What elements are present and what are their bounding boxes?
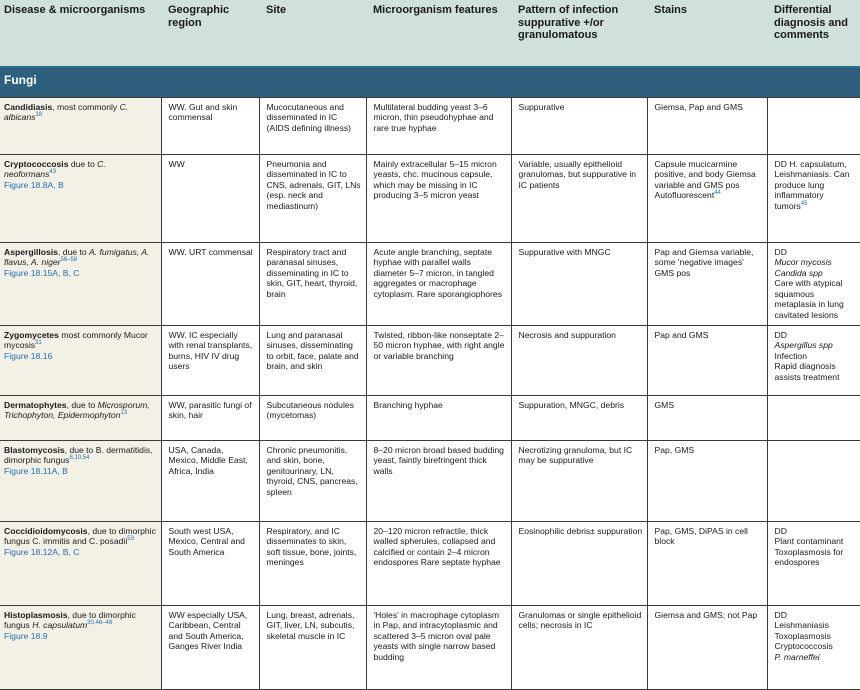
stains-text: Pap, GMS xyxy=(654,445,695,455)
differential-line: Aspergillus spp xyxy=(774,340,833,351)
region-cell xyxy=(161,522,259,606)
disease-text: , due to dimorphic fungus C. immitis and C. posadii xyxy=(4,526,156,547)
reference-marker: 56–58 xyxy=(60,257,78,264)
header-stains: Stains xyxy=(647,0,767,67)
disease-text: most commonly Mucor mycosis xyxy=(4,330,148,351)
differential-line: P. marneffei xyxy=(774,651,820,662)
region-cell-text: South west USA, Mexico, Central and South America xyxy=(168,526,245,557)
pattern-cell xyxy=(511,98,647,155)
section-title: Fungi xyxy=(0,67,860,98)
features-cell-text: Multilateral budding yeast 3–6 micron, thin pseudohyphae and rare true hyphae xyxy=(373,102,494,133)
organism-name: C. albicans xyxy=(4,102,129,123)
site-cell-text: Subcutaneous nodules (mycetomas) xyxy=(266,400,354,421)
differential-text: DD H. capsulatum, Leishmaniasis. Can produce lung inflammatory tumors xyxy=(774,159,850,211)
features-cell-text: 8–20 micron broad based budding yeast, faintly birefringent thick walls xyxy=(373,445,504,476)
differential-line: Mucor mycosis xyxy=(774,257,832,268)
reference-marker: 45 xyxy=(800,201,808,208)
disease-cell xyxy=(0,522,161,606)
site-cell xyxy=(259,606,366,690)
disease-text: , due to xyxy=(66,400,96,410)
site-cell-text: Pneumonia and disseminated in IC to CNS, adrenals, GIT, LNs (esp. neck and mediastinum) xyxy=(266,159,361,211)
pattern-cell-text: Necrotizing granuloma, but IC may be suppurative xyxy=(518,445,633,466)
reference-marker: 30,46–48 xyxy=(87,620,113,627)
features-cell xyxy=(366,441,511,522)
stains-text: Pap and Giemsa variable, some 'negative images' GMS pos xyxy=(654,247,754,278)
differential-line: Plant contaminant xyxy=(774,536,844,547)
organism-name: C. neoformans xyxy=(4,159,106,180)
table-row xyxy=(0,98,860,155)
region-cell-text: WW especially USA, Caribbean, Central and South America, Ganges River India xyxy=(168,610,248,652)
disease-text: , due to xyxy=(57,247,87,257)
differential-line: Rapid diagnosis assists treatment xyxy=(774,361,840,382)
figure-link[interactable]: Figure 18.8A, B xyxy=(4,179,64,190)
region-cell-text: WW. IC especially with renal transplants, burns, HIV IV drug users xyxy=(168,330,253,372)
stains-text: GMS xyxy=(654,400,675,410)
site-cell-text: Respiratory tract and paranasal sinuses, disseminating in IC to skin, GIT, heart, thyroid, brain xyxy=(266,247,358,299)
features-cell xyxy=(366,606,511,690)
site-cell xyxy=(259,98,366,155)
pattern-cell-text: Suppurative with MNGC xyxy=(518,247,611,257)
region-cell-text: USA, Canada, Mexico, Middle East, Africa, India xyxy=(168,445,248,476)
features-cell-text: Mainly extracellular 5–15 micron yeasts, chc. mucinous capsule, which may be missing in IC producing 3–5 micron yeast xyxy=(373,159,497,201)
differential-line: Toxoplasmosis for endospores xyxy=(774,546,844,568)
organism-name: A. fumigatus, A. flavus, A. niger xyxy=(4,247,150,268)
header-region: Geographic region xyxy=(161,0,259,67)
site-cell xyxy=(259,326,366,396)
disease-cell xyxy=(0,441,161,522)
differential-line: DD xyxy=(774,247,787,257)
stains-text: Capsule mucicarmine positive, and body Giemsa variable and GMS pos Autofluorescent xyxy=(654,159,756,201)
site-cell-text: Lung, breast, adrenals, GIT, liver, LN, subcutis, skeletal muscle in IC xyxy=(266,610,355,641)
header-pattern: Pattern of infection suppurative +/or granulomatous xyxy=(511,0,647,67)
differential-cell xyxy=(767,522,860,606)
features-cell xyxy=(366,522,511,606)
region-cell-text: WW. URT commensal xyxy=(168,247,253,257)
differential-line: Leishmaniasis xyxy=(774,620,829,631)
reference-marker: 44 xyxy=(714,190,721,197)
features-cell xyxy=(366,326,511,396)
table-row xyxy=(0,441,860,522)
differential-line: Care with atypical squamous metaplasia in lung cavitated lesions xyxy=(774,278,844,320)
pattern-cell-text: Necrosis and suppuration xyxy=(518,330,616,340)
pattern-cell-text: Granulomas or single epithelioid cells; necrosis in IC xyxy=(518,610,642,631)
features-cell xyxy=(366,155,511,243)
table-row xyxy=(0,326,860,396)
pattern-cell-text: Suppurative xyxy=(518,102,565,112)
figure-link[interactable]: Figure 18.16 xyxy=(4,350,53,361)
site-cell-text: Lung and paranasal sinuses, disseminating to orbit, face, palate and brain, and skin xyxy=(266,330,359,372)
reference-marker: 13 xyxy=(120,410,128,417)
reference-marker: 53 xyxy=(127,536,134,543)
differential-line: DD xyxy=(774,526,787,536)
differential-cell xyxy=(767,326,860,396)
disease-name: Histoplasmosis xyxy=(4,610,68,620)
region-cell xyxy=(161,396,259,441)
pattern-cell xyxy=(511,396,647,441)
table-row xyxy=(0,155,860,243)
disease-name: Blastomycosis xyxy=(4,445,65,455)
header-differential: Differential diagnosis and comments xyxy=(767,0,860,67)
stains-text: Giemsa, Pap and GMS xyxy=(654,102,743,112)
site-cell-text: Mucocutaneous and disseminated in IC (AIDS defining illness) xyxy=(266,102,352,133)
header-row xyxy=(0,0,860,67)
differential-line: Infection xyxy=(774,350,807,361)
disease-cell xyxy=(0,606,161,690)
stains-cell xyxy=(647,522,767,606)
site-cell xyxy=(259,441,366,522)
disease-cell xyxy=(0,396,161,441)
disease-name: Coccidioidomycosis xyxy=(4,526,88,536)
header-site: Site xyxy=(259,0,366,67)
stains-cell xyxy=(647,396,767,441)
disease-name: Zygomycetes xyxy=(4,330,59,340)
disease-text: due to xyxy=(68,159,95,169)
site-cell xyxy=(259,155,366,243)
disease-text: , due to dimorphic fungus xyxy=(4,610,136,631)
figure-link[interactable]: Figure 18.12A, B, C xyxy=(4,546,80,557)
organism-name: Microsporum, Trichophyton, Epidermophyton xyxy=(4,400,150,421)
disease-cell xyxy=(0,326,161,396)
pattern-cell xyxy=(511,441,647,522)
disease-text: , most commonly xyxy=(52,102,118,112)
pattern-cell xyxy=(511,522,647,606)
region-cell-text: WW, parasitic fungi of skin, hair xyxy=(168,400,252,421)
differential-line: Candida spp xyxy=(774,267,823,278)
stains-text: Giemsa and GMS; not Pap xyxy=(654,610,758,620)
region-cell xyxy=(161,98,259,155)
pattern-cell xyxy=(511,243,647,326)
differential-cell xyxy=(767,606,860,690)
header-features: Microorganism features xyxy=(366,0,511,67)
pattern-cell-text: Variable, usually epithelioid granulomas, but suppurative in IC patients xyxy=(518,159,637,190)
pattern-cell-text: Suppuration, MNGC, debris xyxy=(518,400,625,410)
region-cell-text: WW. Gut and skin commensal xyxy=(168,102,238,123)
region-cell xyxy=(161,326,259,396)
site-cell-text: Chronic pneumonitis, and skin, bone, genitourinary, LN, thyroid, CNS, pancreas, spleen xyxy=(266,445,358,497)
figure-link[interactable]: Figure 18.9 xyxy=(4,630,48,641)
differential-cell xyxy=(767,155,860,243)
disease-name: Cryptococcosis xyxy=(4,159,69,169)
features-cell xyxy=(366,396,511,441)
stains-cell xyxy=(647,243,767,326)
stains-text: Pap and GMS xyxy=(654,330,709,340)
table-row xyxy=(0,396,860,441)
region-cell xyxy=(161,243,259,326)
section-row xyxy=(0,67,860,98)
stains-cell xyxy=(647,441,767,522)
table-row xyxy=(0,606,860,690)
pattern-cell-text: Eosinophilic debris± suppuration xyxy=(518,526,643,536)
disease-cell xyxy=(0,98,161,155)
differential-cell xyxy=(767,243,860,326)
disease-cell xyxy=(0,155,161,243)
table-row xyxy=(0,243,860,326)
site-cell xyxy=(259,243,366,326)
features-cell-text: 20–120 micron refractile, thick walled spherules, collapsed and calcified or contain 2–4 micron endospores Rare septate hyphae xyxy=(373,526,501,568)
disease-name: Dermatophytes xyxy=(4,400,67,410)
features-cell xyxy=(366,243,511,326)
region-cell xyxy=(161,155,259,243)
disease-name: Candidiasis xyxy=(4,102,53,112)
features-cell-text: Branching hyphae xyxy=(373,400,443,410)
stains-cell xyxy=(647,326,767,396)
features-cell xyxy=(366,98,511,155)
figure-link[interactable]: Figure 18.15A, B, C xyxy=(4,267,80,278)
reference-marker: 31 xyxy=(35,340,42,347)
disease-cell xyxy=(0,243,161,326)
stains-cell xyxy=(647,98,767,155)
pattern-cell xyxy=(511,606,647,690)
reference-marker: 18 xyxy=(35,112,43,119)
organism-name: H. capsulatum xyxy=(32,620,88,631)
differential-line: Cryptococcosis xyxy=(774,641,833,652)
pattern-cell xyxy=(511,326,647,396)
pattern-cell xyxy=(511,155,647,243)
differential-line: DD xyxy=(774,330,787,340)
differential-cell xyxy=(767,98,860,155)
table-row xyxy=(0,522,860,606)
region-cell-text: WW xyxy=(168,159,185,169)
features-cell-text: 'Holes' in macrophage cytoplasm in Pap, and intracytoplasmic and scattered 3–5 micron oval pale yeasts with single narrow based budding xyxy=(373,610,500,662)
header-disease: Disease & microorganisms xyxy=(0,0,161,67)
site-cell-text: Respiratory, and IC disseminates to skin, soft tissue, bone, joints, meninges xyxy=(266,526,357,568)
stains-cell xyxy=(647,155,767,243)
figure-link[interactable]: Figure 18.11A, B xyxy=(4,465,68,476)
disease-name: Aspergillosis xyxy=(4,247,58,257)
features-cell-text: Acute angle branching, septate hyphae with parallel walls diameter 5–7 micron, in tangled aggregates or macrophage cytoplasm. Rare sporangiophores xyxy=(373,247,502,299)
stains-text: Pap, GMS, DiPAS in cell block xyxy=(654,526,748,547)
differential-cell xyxy=(767,441,860,522)
differential-cell xyxy=(767,396,860,441)
reference-marker: 8,10,54 xyxy=(69,455,90,462)
features-cell-text: Twisted, ribbon-like nonseptate 2–50 micron hyphae, with right angle or variable branching xyxy=(373,330,505,361)
differential-line: Toxoplasmosis xyxy=(774,630,831,641)
site-cell xyxy=(259,522,366,606)
site-cell xyxy=(259,396,366,441)
stains-cell xyxy=(647,606,767,690)
region-cell xyxy=(161,441,259,522)
disease-text: , due to B. dermatitidis, dimorphic fungus xyxy=(4,445,153,466)
reference-marker: 43 xyxy=(49,169,57,176)
differential-line: DD xyxy=(774,610,787,620)
region-cell xyxy=(161,606,259,690)
